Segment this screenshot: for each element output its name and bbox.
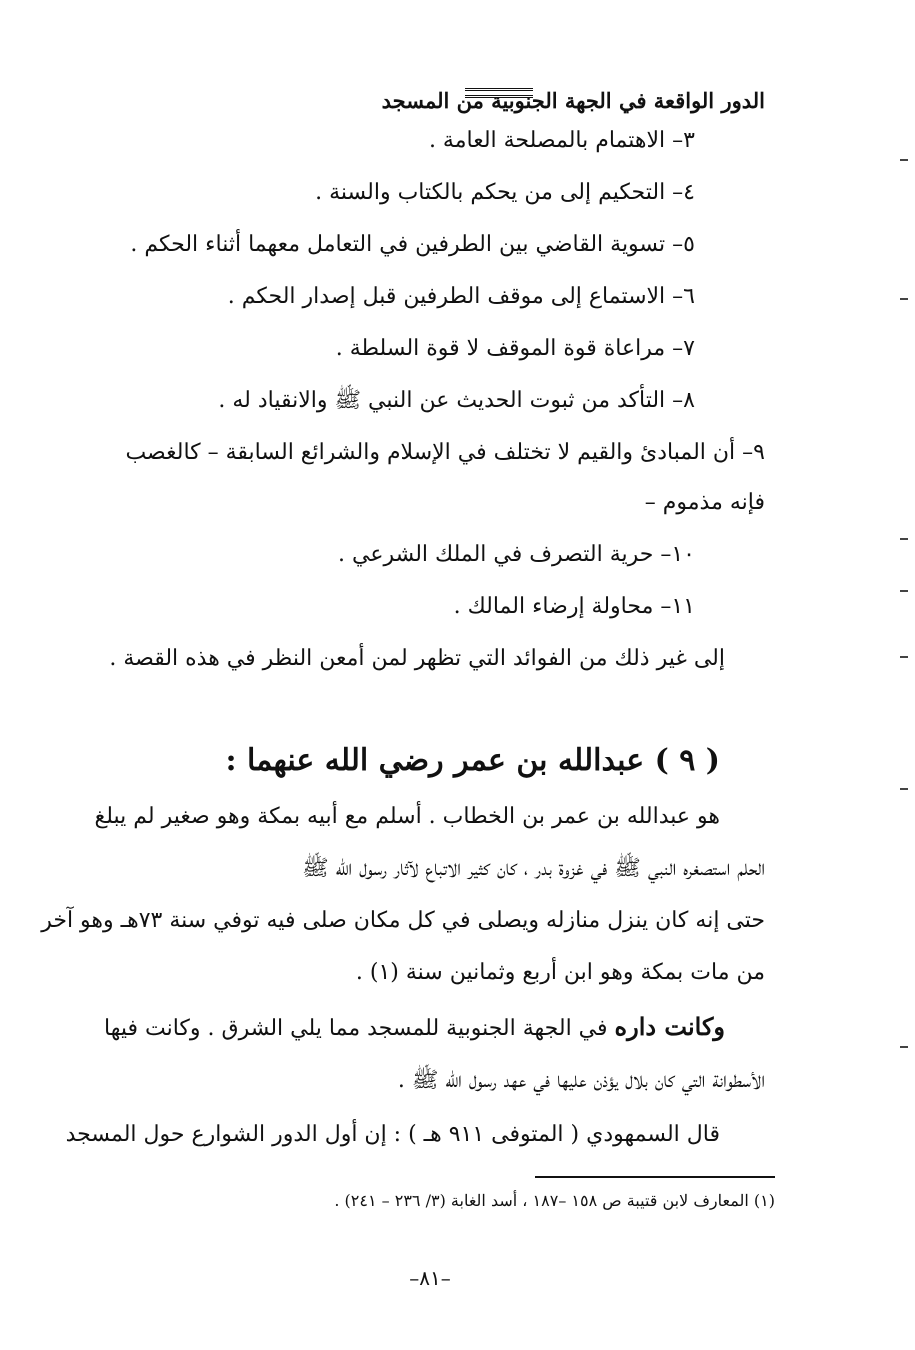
list-item: ٣– الاهتمام بالمصلحة العامة . [428,128,695,153]
footnote-rule [535,1176,775,1178]
biography-line: من مات بمكة وهو ابن أربع وثمانين سنة (١) . [355,960,765,985]
list-item: ١١– محاولة إرضاء المالك . [453,594,695,619]
house-paragraph-line [104,1010,725,1046]
margin-mark [900,590,908,592]
biography-line: حتى إنه كان ينزل منازله ويصلى في كل مكان صلى فيه توفي سنة ٧٣هـ وهو آخر [41,908,765,933]
closing-sentence: إلى غير ذلك من الفوائد التي تظهر لمن أمعن النظر في هذه القصة . [109,646,725,671]
margin-mark [900,298,908,300]
house-paragraph-line: الأسطوانة التي كان بلال يؤذن عليها في عهد رسول الله ﷺ . [397,1068,765,1093]
biography-line: هو عبدالله بن عمر بن الخطاب . أسلم مع أبيه بمكة وهو صغير لم يبلغ [94,804,720,829]
list-item: ٥– تسوية القاضي بين الطرفين في التعامل معهما أثناء الحكم . [130,232,695,257]
quote-line: قال السمهودي ( المتوفى ٩١١ هـ ) : إن أول الدور الشوارع حول المسجد [65,1122,720,1147]
house-paragraph-lead: وكانت داره [614,1012,725,1041]
list-item: ٦– الاستماع إلى موقف الطرفين قبل إصدار الحكم . [227,284,695,309]
running-header-title: الدور الواقعة في الجهة الجنوبية من المسجد [381,88,765,113]
list-item: ٨– التأكد من ثبوت الحديث عن النبي ﷺ والانقياد له . [218,388,695,413]
list-item: ١٠– حرية التصرف في الملك الشرعي . [338,542,695,567]
margin-mark [900,1046,908,1048]
margin-mark [900,538,908,540]
biography-line: الحلم استصغره النبي ﷺ في غزوة بدر ، كان كثير الاتباع لآثار رسول الله ﷺ [302,856,765,881]
margin-mark [900,788,908,790]
list-item-continuation: فإنه مذموم – [644,490,765,515]
running-header [50,86,765,122]
margin-mark [900,656,908,658]
house-paragraph-text: في الجهة الجنوبية للمسجد مما يلي الشرق . وكانت فيها [104,1016,608,1041]
section-heading: ( ٩ ) عبدالله بن عمر رضي الله عنهما : [225,743,720,778]
list-item: ٤– التحكيم إلى من يحكم بالكتاب والسنة . [315,180,695,205]
list-item: ٧– مراعاة قوة الموقف لا قوة السلطة . [335,336,695,361]
page-number: –٨١– [409,1266,451,1290]
footnote: (١) المعارف لابن قتيبة ص ١٥٨ –١٨٧ ، أسد الغابة (٣/ ٢٣٦ – ٢٤١) . [334,1191,775,1210]
list-item: ٩– أن المبادئ والقيم لا تختلف في الإسلام والشرائع السابقة – كالغصب [125,440,765,465]
margin-mark [900,159,908,161]
